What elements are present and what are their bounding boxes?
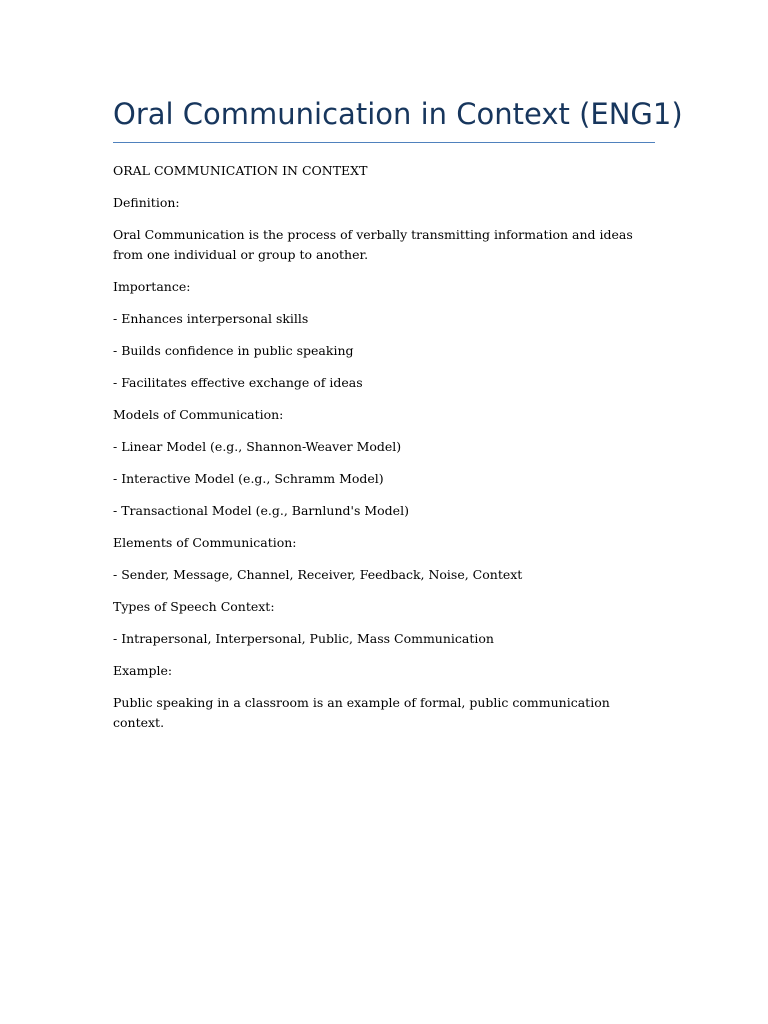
elements-item: - Sender, Message, Channel, Receiver, Feedback, Noise, Context (113, 567, 523, 582)
importance-item: - Builds confidence in public speaking (113, 343, 354, 358)
importance-item: - Facilitates effective exchange of ideas (113, 375, 363, 390)
definition-label: Definition: (113, 195, 180, 210)
speech-context-item: - Intrapersonal, Interpersonal, Public, Mass Communication (113, 631, 494, 646)
models-item: - Linear Model (e.g., Shannon-Weaver Model) (113, 439, 402, 454)
definition-text: Oral Communication is the process of verbally transmitting information and ideas from one individual or group to another. (113, 227, 633, 262)
document-body (113, 161, 655, 733)
example-text: Public speaking in a classroom is an example of formal, public communication context. (113, 695, 610, 730)
section-heading: ORAL COMMUNICATION IN CONTEXT (113, 163, 368, 178)
speech-context-label: Types of Speech Context: (113, 599, 275, 614)
document-title: Oral Communication in Context (ENG1) (113, 94, 655, 143)
models-item: - Interactive Model (e.g., Schramm Model) (113, 471, 384, 486)
models-item: - Transactional Model (e.g., Barnlund's Model) (113, 503, 409, 518)
importance-label: Importance: (113, 279, 191, 294)
importance-item: - Enhances interpersonal skills (113, 311, 309, 326)
elements-label: Elements of Communication: (113, 535, 297, 550)
example-label: Example: (113, 663, 173, 678)
models-label: Models of Communication: (113, 407, 284, 422)
